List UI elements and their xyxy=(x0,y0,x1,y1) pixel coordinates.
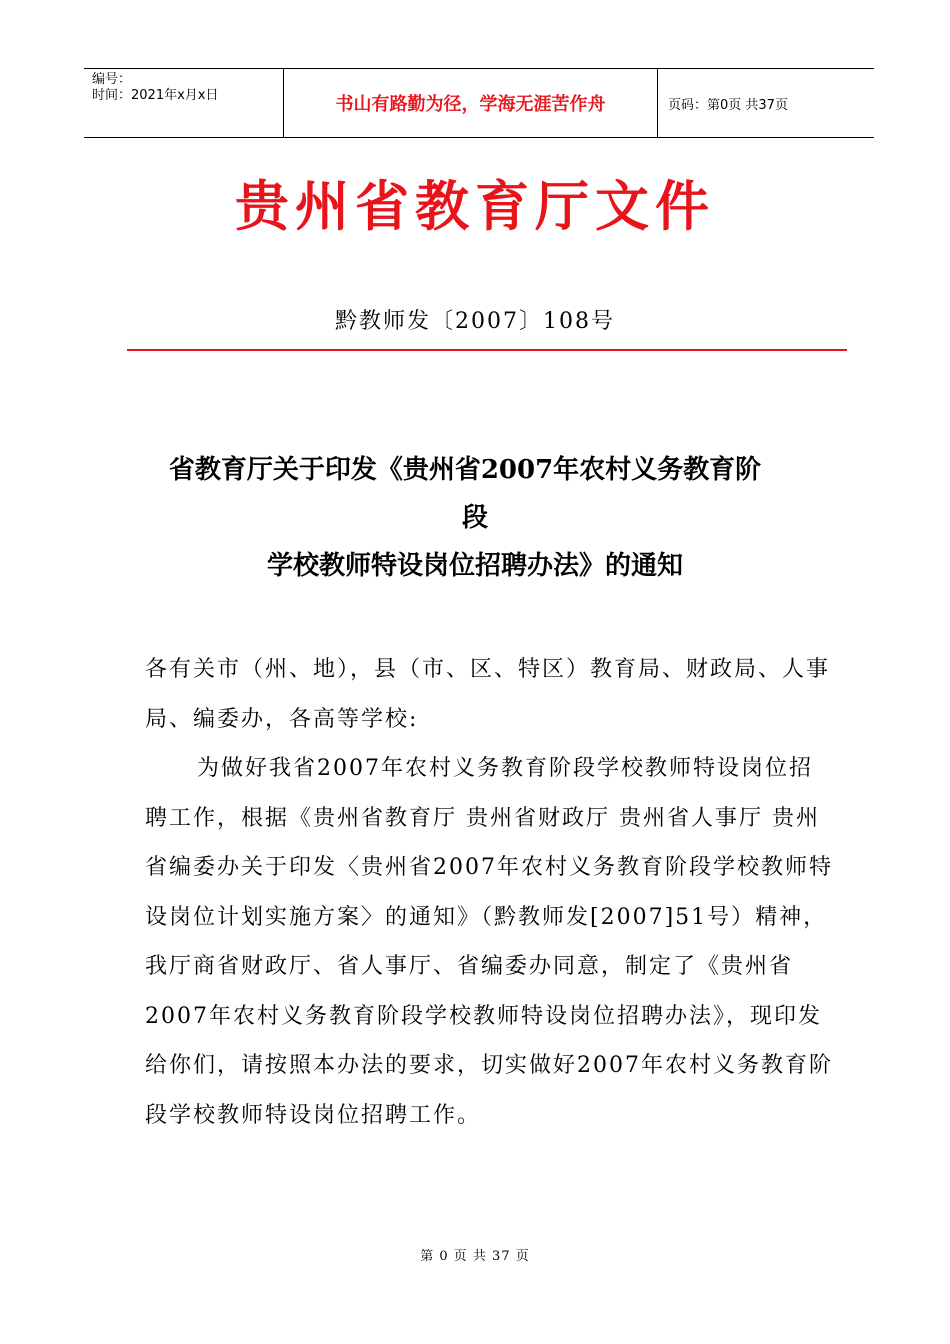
notice-title-line-1: 省教育厅关于印发《贵州省2007年农村义务教育阶 xyxy=(168,455,762,485)
notice-title-line-3: 学校教师特设岗位招聘办法》的通知 xyxy=(266,551,683,581)
notice-title-line-2: 段 xyxy=(461,503,488,533)
document-number: 黔教师发〔2007〕108号 xyxy=(335,309,615,334)
document-body xyxy=(145,645,835,1140)
notice-title xyxy=(0,446,950,590)
red-divider xyxy=(127,349,847,351)
document-title: 贵州省教育厅文件 xyxy=(235,175,715,238)
addressee-paragraph: 各有关市（州、地），县（市、区、特区）教育局、财政局、人事局、编委办，各高等学校: xyxy=(145,657,831,732)
header-page-info: 页码：第0页 共37页 xyxy=(668,97,788,113)
page-footer: 第 0 页 共 37 页 xyxy=(420,1249,530,1264)
header-meta xyxy=(84,69,284,137)
header-table xyxy=(84,68,874,138)
body-paragraph: 为做好我省2007年农村义务教育阶段学校教师特设岗位招聘工作，根据《贵州省教育厅 贵州省财政厅 贵州省人事厅 贵州省编委办关于印发〈贵州省2007年农村义务教育阶段学校教师特设岗位计划实施方案〉的通知》（黔教师发[2007]51号）精神，我厅商省财政厅、省人事厅、省编委办同意，制定了《贵州省2007年农村义务教育阶段学校教师特设岗位招聘办法》，现印发给你们，请按照本办法的要求，切实做好2007年农村义务教育阶段学校教师特设岗位招聘工作。 xyxy=(145,756,833,1128)
time-label: 时间：2021年x月x日 xyxy=(92,88,219,103)
header-motto: 书山有路勤为径，学海无涯苦作舟 xyxy=(284,69,658,137)
serial-label: 编号： xyxy=(92,72,132,87)
